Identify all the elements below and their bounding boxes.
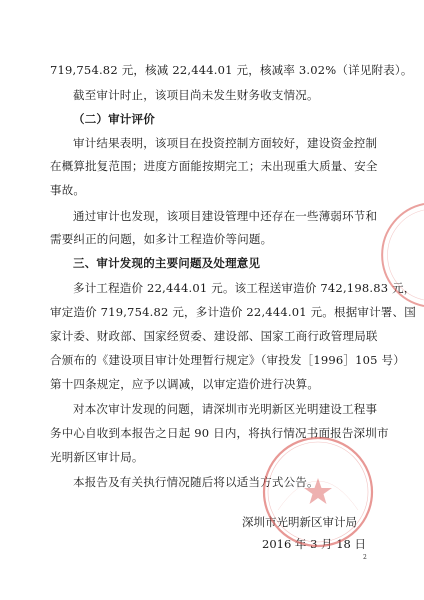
text-line-10: 多计工程造价 22,444.01 元。该工程送审造价 742,198.83 元， [73,281,416,295]
text-line-17: 光明新区审计局。 [50,450,144,464]
text-line-5: 在概算批复范围；进度方面能按期完工；未出现重大质量、安全 [50,159,378,173]
text-line-8: 需要纠正的问题，如多计工程造价等问题。 [50,232,273,246]
text-line-6: 事故。 [50,183,86,197]
official-seal [258,432,378,552]
signature-date: 2016 年 3 月 18 日 [262,537,366,551]
text-line-18: 本报告及有关执行情况随后将以适当方式公告。 [73,475,319,489]
text-line-2: 截至审计时止，该项目尚未发生财务收支情况。 [73,88,319,102]
text-line-11: 审定造价 719,754.82 元，多计造价 22,444.01 元。根据审计署、国 [50,305,416,319]
text-line-14: 第十四条规定，应予以调减，以审定造价进行决算。 [50,377,320,391]
text-line-4: 审计结果表明，该项目在投资控制方面较好，建设资金控制 [73,136,378,150]
text-line-15: 对本次审计发现的问题，请深圳市光明新区光明建设工程事 [73,402,378,416]
text-line-16: 务中心自收到本报告之日起 90 日内，将执行情况书面报告深圳市 [50,426,389,440]
text-line-1: 719,754.82 元，核减 22,444.01 元，核减率 3.02%（详见附表）。 [50,63,413,77]
text-line-13: 合颁布的《建设项目审计处理暂行规定》（审投发［1996］105 号） [50,353,405,367]
page-number: 2 [363,554,367,561]
signature-org: 深圳市光明新区审计局 [242,515,357,529]
text-line-7: 通过审计也发现，该项目建设管理中还存在一些薄弱环节和 [73,209,378,223]
section-heading-3: 三、审计发现的主要问题及处理意见 [73,256,261,270]
section-heading-2: （二）审计评价 [73,112,155,126]
text-line-12: 家计委、财政部、国家经贸委、建设部、国家工商行政管理局联 [50,329,378,343]
